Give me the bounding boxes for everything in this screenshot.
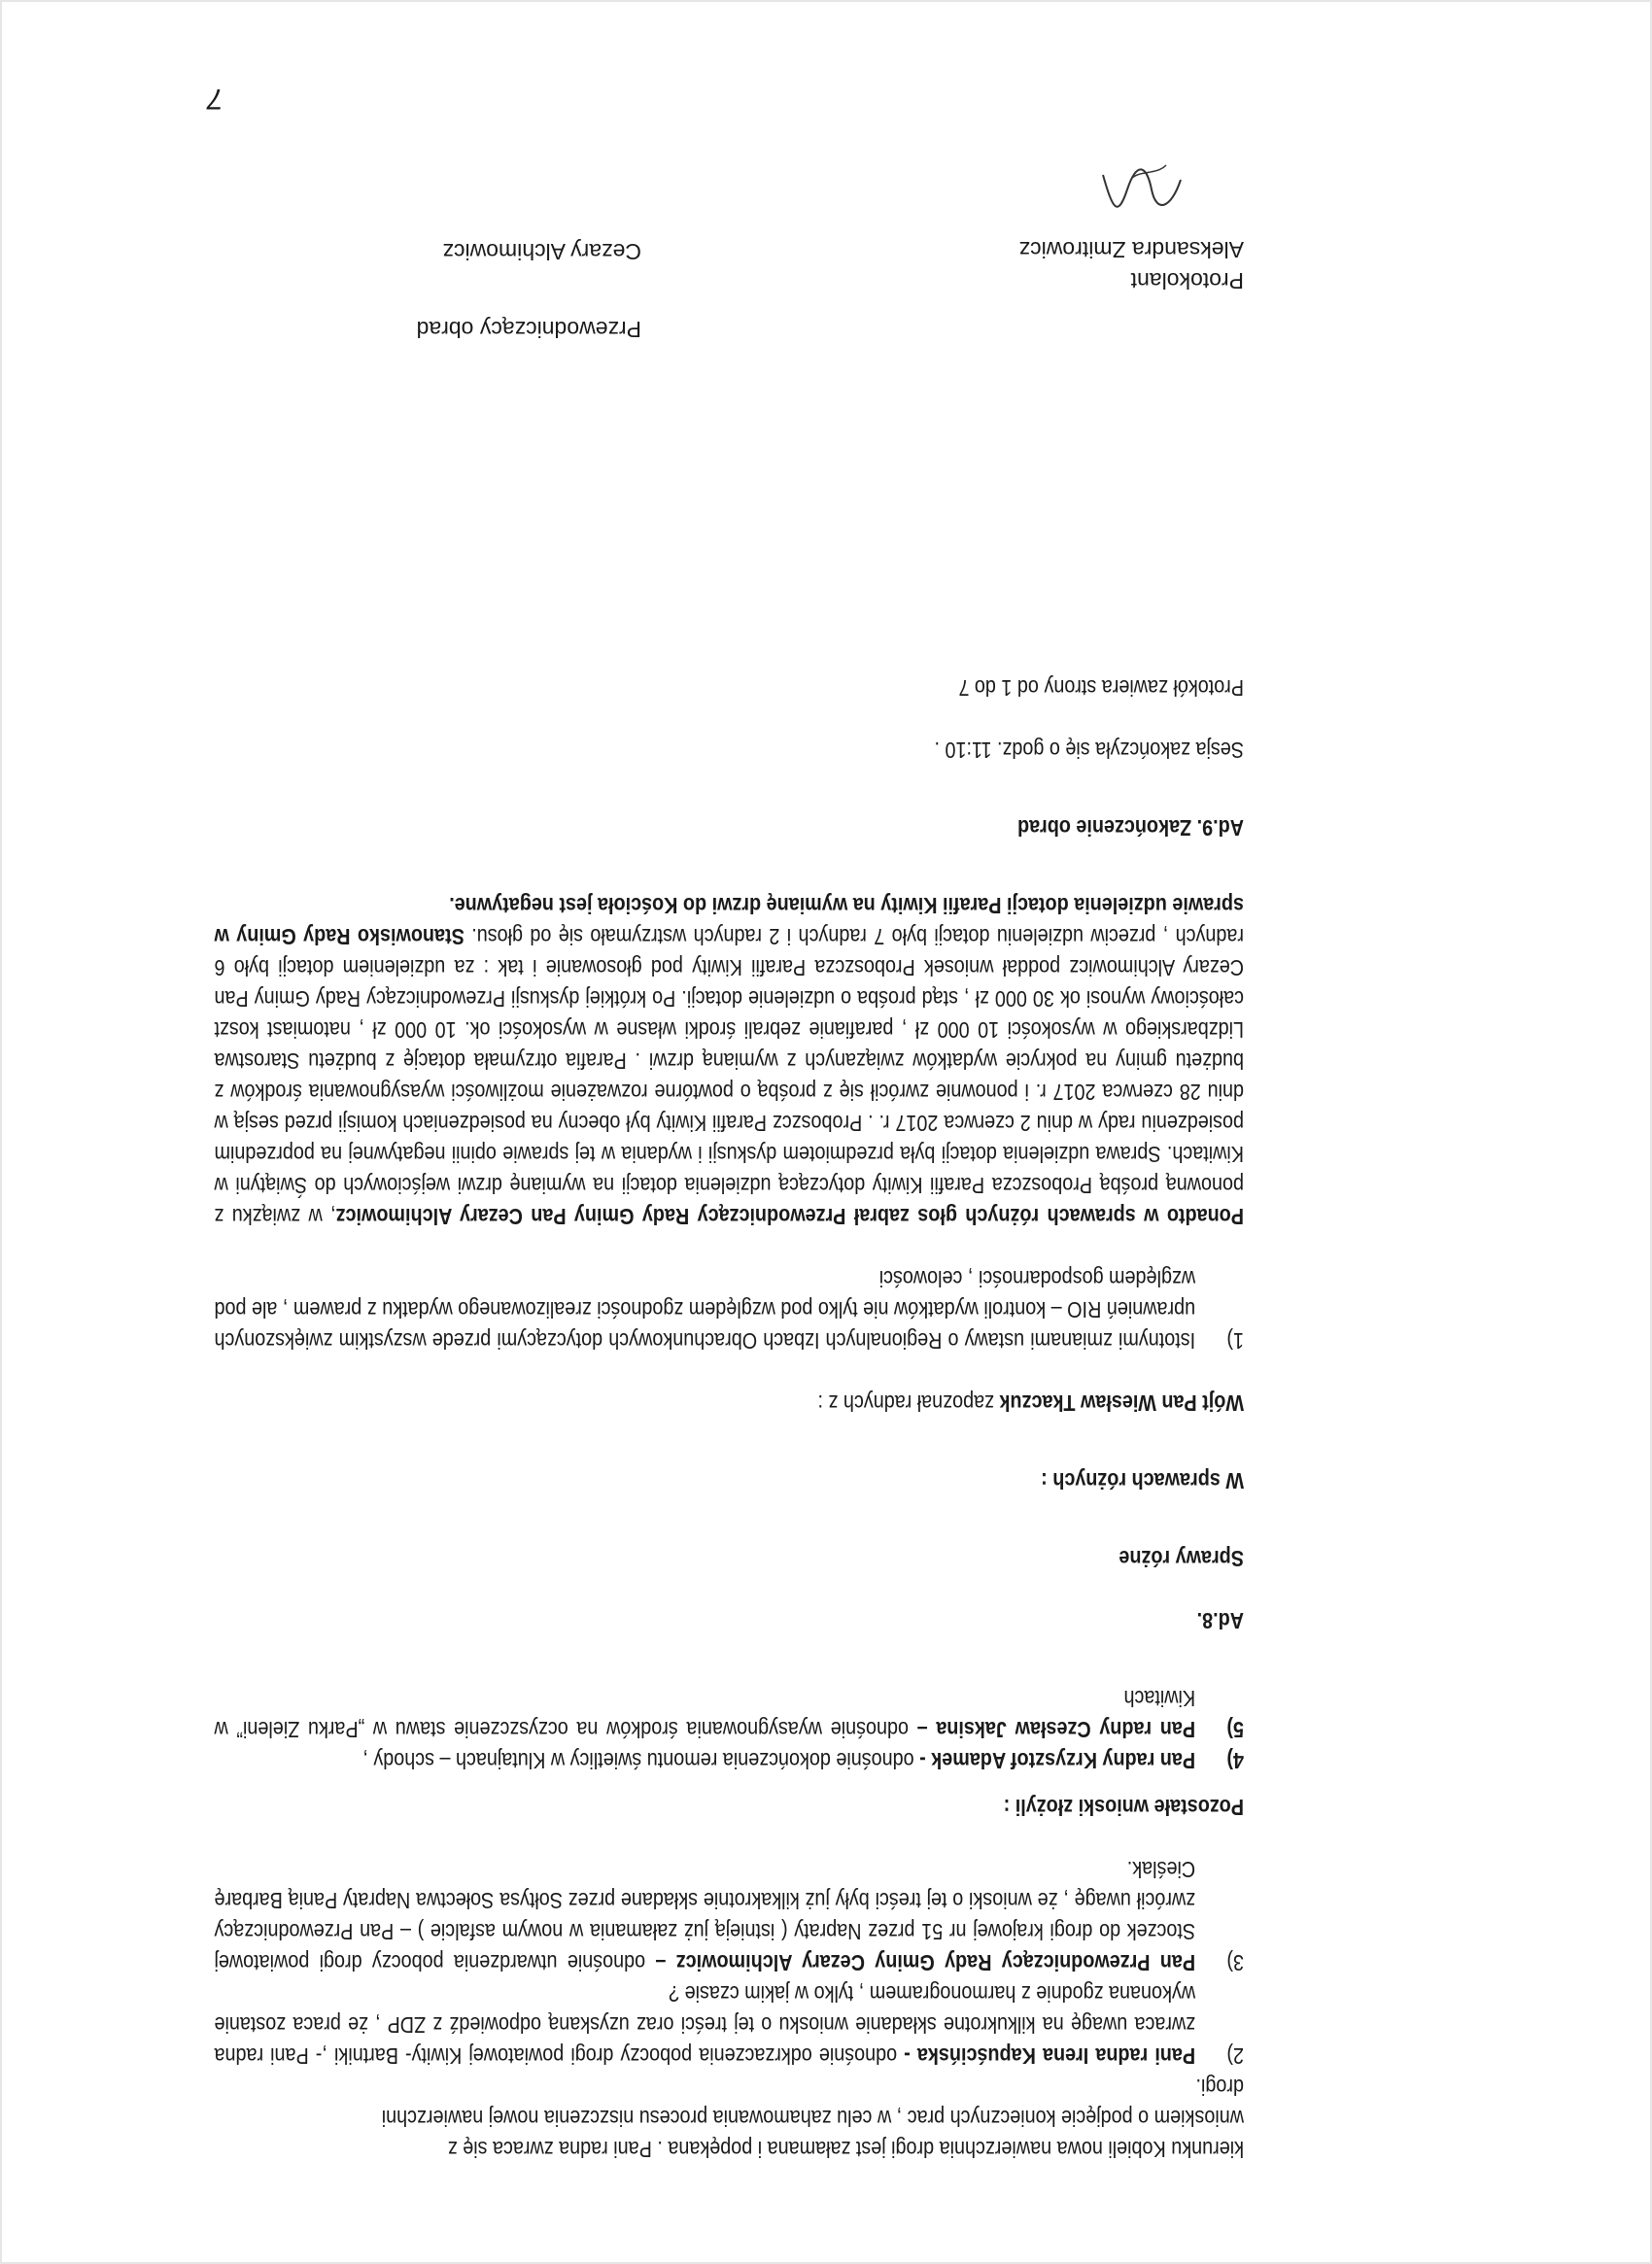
item-number: 5): [1226, 1717, 1244, 1742]
page-count-note: Protokół zawiera strony od 1 do 7: [958, 675, 1244, 701]
wniosek-item: [214, 1683, 1244, 1745]
item-text: odnośnie dokończenia remontu świetlicy w Klutajnach – schody ,: [362, 1748, 920, 1773]
wojt-line: [214, 1388, 1244, 1419]
item-author: Pan radny Krzysztof Adamek -: [919, 1748, 1196, 1773]
agenda-point: Ad.9. Zakończenie obrad: [1016, 815, 1244, 840]
item-text: odnośnie wyasygnowania środków na oczyszczenie stawu w „Parku Zieleni” w Kiwitach: [214, 1686, 1196, 1742]
wojt-name: Wójt Pan Wiesław Tkaczuk: [999, 1390, 1244, 1416]
item-text: odnośnie odkrzaczenia poboczy drogi powiatowej Kiwity- Bartniki ,- Pani radna zwraca uwagę na kilkukrotne składanie wniosku o tej treści oraz uzyskaną odpowiedź z ZDP , że praca zostanie wykonana zgodnie z harmonogramem , tylko w jakim czasie ?: [214, 1981, 1196, 2069]
closing-time: Sesja zakończyła się o godz. 11:10 .: [934, 738, 1244, 763]
item-author: Pan radny Czesław Jaksina –: [916, 1717, 1196, 1742]
intro-line: drogi.: [1195, 2075, 1244, 2100]
item-number: 3): [1226, 1950, 1244, 1975]
item-number: 1): [1226, 1328, 1244, 1354]
item-author: Pan Przewodniczący Rady Gminy Cezary Alchimowicz –: [655, 1950, 1196, 1975]
wojt-text: zapoznał radnych z :: [817, 1390, 1000, 1416]
protokolant-signature: [855, 234, 1244, 296]
protokolant-label: Protokolant: [1130, 268, 1244, 293]
ponadto-paragraph: [214, 890, 1244, 1232]
handwritten-signature-icon: [1098, 151, 1186, 219]
document-body: [214, 672, 1244, 2165]
wojt-item: [214, 1263, 1244, 1356]
ponadto-text: , w związku z ponowną prośbą Proboszcza Parafii Kiwity dotyczącą udzielenia dotacji na wymianę drzwi wejściowych do Świątyni w Kiwitach. Sprawa udzielenia dotacji była przedmiotem dyskusji i wydania w tej sprawie opinii negatywnej na poprzednim posiedzeniu rady w dniu 2 czerwca 2017 r. . Proboszcz Parafii Kiwity był obecny na posiedzeniach komisji przed sesją w dniu 28 czerwca 2017 r. i ponownie zwrócił się z prośbą o powtórne rozważenie możliwości wyasygnowania środków z budżetu gminy na pokrycie wydatków związanych z wymianą drzwi . Parafia otrzymała dotację z budżetu Starostwa Lidzbarskiego w wysokości 10 000 zł , parafianie zebrali środki własne w wysokości ok. 10 000 zł , natomiast koszt całościowy wynosi ok 30 000 zł , stąd prośba o udzielenie dotacji. Po krótkiej dyskusji Przewodniczący Rady Gminy Pan Cezary Alchimowicz poddał wniosek Proboszcza Parafii Kiwity pod głosowanie i tak : za udzieleniem dotacji było 6 radnych , przeciw udzieleniu dotacji było 7 radnych i 2 radnych wstrzymało się od głosu.: [214, 924, 1244, 1229]
intro-line: kierunku Kobieli nowa nawierzchnia drogi jest załamana i popękana . Pani radna zwraca się z: [447, 2137, 1244, 2162]
intro-line: wnioskiem o podjęcie koniecznych prac , w celu zahamowania procesu niszczenia nowej nawierzchni: [381, 2106, 1244, 2131]
item-text: odnośnie utwardzenia poboczy drogi powiatowej Stoczek do drogi krajowej nr 51 przez Napraty ( istnieją już załamania w nowym asfalcie ) – Pan Przewodniczący zwrócił uwagę , że wnioski o tej treści były już kilkakrotnie składane przez Sołtysa Sołectwa Napraty Panią Barbarę Cieślak.: [214, 1857, 1196, 1975]
item-number: 2): [1226, 2043, 1244, 2069]
ponadto-conclusion: Stanowisko Rady Gminy w sprawie udzielenia dotacji Parafii Kiwity na wymianę drzwi do Kościoła jest negatywne.: [214, 893, 1244, 949]
agenda-point: Ad.8.: [1196, 1608, 1244, 1633]
przewodniczacy-signature: [253, 236, 641, 345]
section-heading: Pozostałe wnioski złożyli :: [1003, 1795, 1244, 1820]
item-text: Istotnymi zmianami ustawy o Regionalnych Izbach Obrachunkowych dotyczącymi przede wszystkim zwiększonych uprawnień RIO – kontroli wydatków nie tylko pod względem zgodności zrealizowanego wydatku z prawem , ale pod względem gospodarności , celowości: [214, 1266, 1196, 1354]
section-heading: Sprawy różne: [1119, 1546, 1244, 1571]
wniosek-item: [214, 1978, 1244, 2072]
wniosek-item: [214, 1745, 1244, 1776]
ponadto-lead: Ponadto w sprawach różnych głos zabrał Przewodniczący Rady Gminy Pan Cezary Alchimowicz: [335, 1204, 1244, 1229]
przewodniczacy-name: Cezary Alchimowicz: [442, 239, 641, 264]
page-number: 7: [207, 83, 224, 115]
item-number: 4): [1226, 1748, 1244, 1773]
item-author: Pani radna Irena Kapuścińska -: [904, 2043, 1196, 2069]
wniosek-item: [214, 1854, 1244, 1978]
przewodniczacy-label: Przewodniczący obrad: [416, 317, 641, 342]
protokolant-name: Aleksandra Zmitrowicz: [1018, 237, 1244, 262]
section-heading: W sprawach różnych :: [1041, 1468, 1244, 1493]
